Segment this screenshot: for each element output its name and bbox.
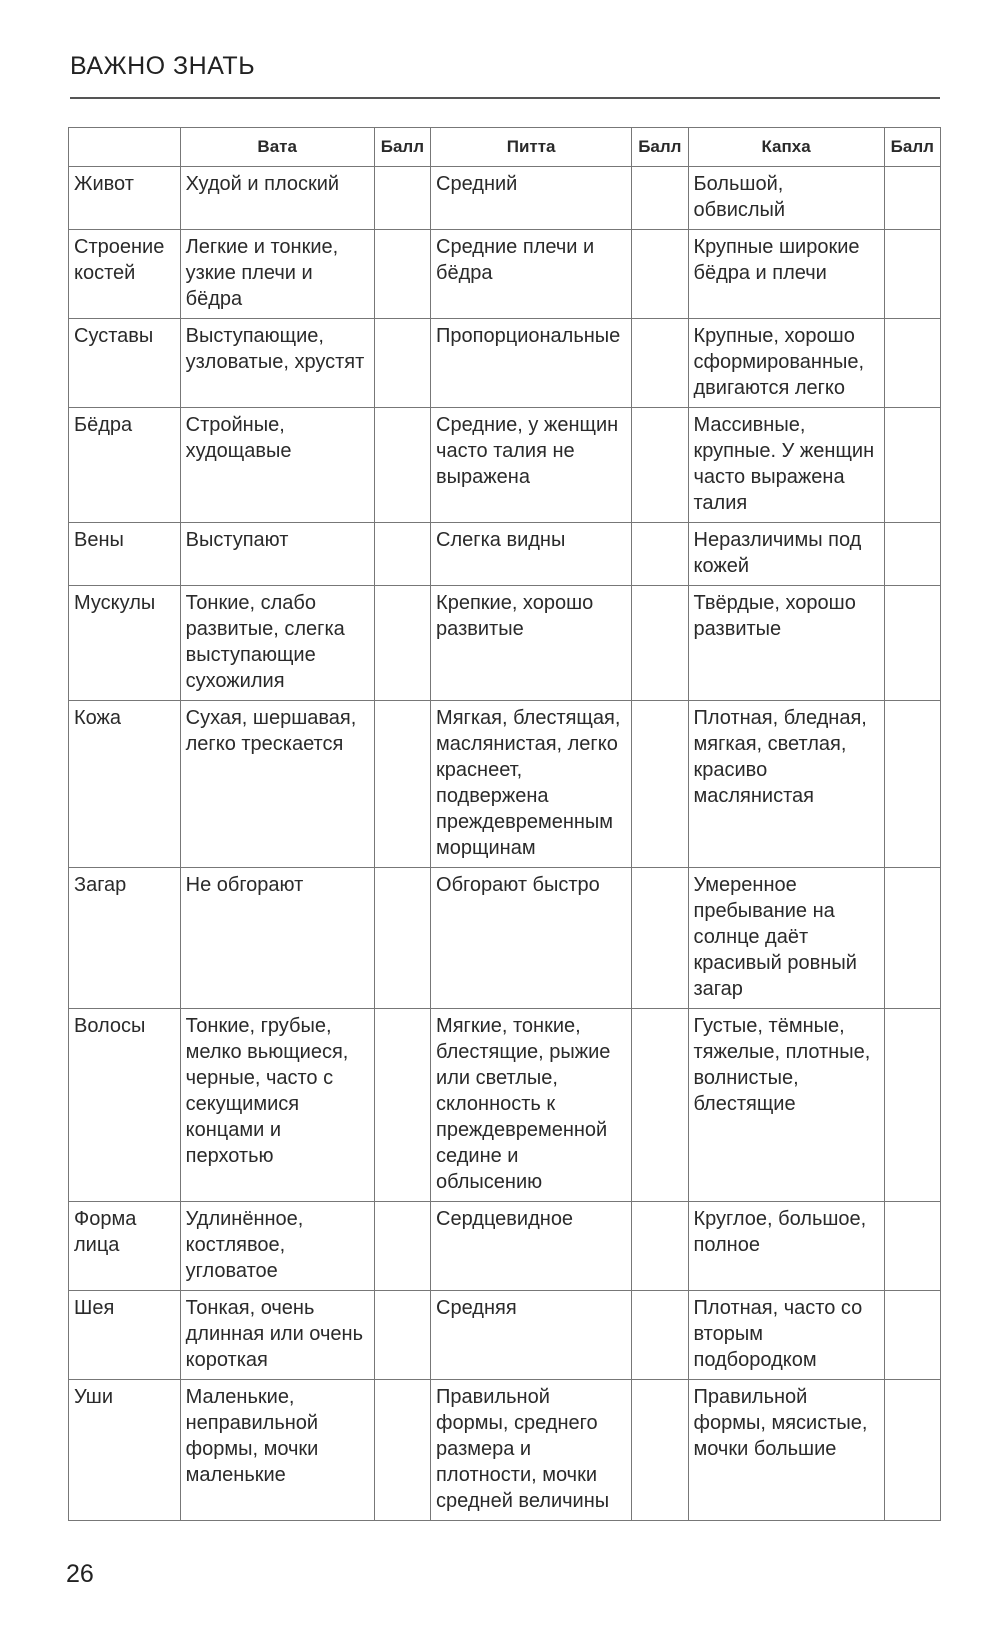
table-row bbox=[69, 1202, 941, 1291]
score-kapha-cell[interactable] bbox=[884, 523, 940, 586]
pitta-cell: Средний bbox=[431, 167, 632, 230]
kapha-cell: Умеренное пребывание на солнце даёт красивый ровный загар bbox=[688, 868, 884, 1009]
table-row bbox=[69, 230, 941, 319]
header-divider bbox=[70, 97, 940, 99]
row-label: Вены bbox=[69, 523, 181, 586]
vata-cell: Тонкая, очень длинная или очень короткая bbox=[180, 1291, 374, 1380]
pitta-cell: Средние, у женщин часто талия не выражена bbox=[431, 408, 632, 523]
vata-cell: Худой и плоский bbox=[180, 167, 374, 230]
score-vata-cell[interactable] bbox=[374, 701, 430, 868]
section-title: ВАЖНО ЗНАТЬ bbox=[70, 52, 256, 80]
table-row bbox=[69, 1291, 941, 1380]
row-label: Кожа bbox=[69, 701, 181, 868]
score-pitta-cell[interactable] bbox=[632, 868, 688, 1009]
kapha-cell: Крупные, хорошо сформированные, двигаются легко bbox=[688, 319, 884, 408]
vata-cell: Тонкие, грубые, мелко вьющиеся, черные, часто с секущимися концами и перхотью bbox=[180, 1009, 374, 1202]
pitta-cell: Средняя bbox=[431, 1291, 632, 1380]
vata-cell: Сухая, шершавая, легко трескается bbox=[180, 701, 374, 868]
score-pitta-cell[interactable] bbox=[632, 1009, 688, 1202]
score-pitta-cell[interactable] bbox=[632, 1202, 688, 1291]
pitta-cell: Правильной формы, среднего размера и плотности, мочки средней величины bbox=[431, 1380, 632, 1521]
header-pitta: Питта bbox=[431, 128, 632, 167]
dosha-table bbox=[68, 127, 941, 1521]
table-row bbox=[69, 1009, 941, 1202]
row-label: Строение костей bbox=[69, 230, 181, 319]
score-vata-cell[interactable] bbox=[374, 1009, 430, 1202]
header-score-kapha: Балл bbox=[884, 128, 940, 167]
score-vata-cell[interactable] bbox=[374, 230, 430, 319]
kapha-cell: Плотная, часто со вторым подбородком bbox=[688, 1291, 884, 1380]
pitta-cell: Мягкая, блестящая, маслянистая, легко краснеет, подвержена преждевременным морщинам bbox=[431, 701, 632, 868]
row-label: Уши bbox=[69, 1380, 181, 1521]
score-vata-cell[interactable] bbox=[374, 408, 430, 523]
kapha-cell: Плотная, бледная, мягкая, светлая, красиво маслянистая bbox=[688, 701, 884, 868]
score-pitta-cell[interactable] bbox=[632, 1291, 688, 1380]
score-pitta-cell[interactable] bbox=[632, 408, 688, 523]
score-kapha-cell[interactable] bbox=[884, 701, 940, 868]
row-label: Волосы bbox=[69, 1009, 181, 1202]
score-pitta-cell[interactable] bbox=[632, 1380, 688, 1521]
score-kapha-cell[interactable] bbox=[884, 1202, 940, 1291]
score-vata-cell[interactable] bbox=[374, 1380, 430, 1521]
row-label: Суставы bbox=[69, 319, 181, 408]
row-label: Бёдра bbox=[69, 408, 181, 523]
pitta-cell: Пропорциональные bbox=[431, 319, 632, 408]
score-kapha-cell[interactable] bbox=[884, 586, 940, 701]
kapha-cell: Твёрдые, хорошо развитые bbox=[688, 586, 884, 701]
header-vata: Вата bbox=[180, 128, 374, 167]
score-kapha-cell[interactable] bbox=[884, 1291, 940, 1380]
table-row bbox=[69, 523, 941, 586]
header-score-pitta: Балл bbox=[632, 128, 688, 167]
score-vata-cell[interactable] bbox=[374, 586, 430, 701]
kapha-cell: Густые, тёмные, тяжелые, плотные, волнистые, блестящие bbox=[688, 1009, 884, 1202]
row-label: Мускулы bbox=[69, 586, 181, 701]
page-number: 26 bbox=[66, 1560, 94, 1588]
score-vata-cell[interactable] bbox=[374, 523, 430, 586]
score-vata-cell[interactable] bbox=[374, 1291, 430, 1380]
header-score-vata: Балл bbox=[374, 128, 430, 167]
pitta-cell: Сердцевидное bbox=[431, 1202, 632, 1291]
pitta-cell: Слегка видны bbox=[431, 523, 632, 586]
table-row bbox=[69, 408, 941, 523]
score-kapha-cell[interactable] bbox=[884, 167, 940, 230]
score-kapha-cell[interactable] bbox=[884, 1380, 940, 1521]
pitta-cell: Обгорают быстро bbox=[431, 868, 632, 1009]
header-empty bbox=[69, 128, 181, 167]
table-row bbox=[69, 701, 941, 868]
kapha-cell: Крупные широкие бёдра и плечи bbox=[688, 230, 884, 319]
kapha-cell: Неразличимы под кожей bbox=[688, 523, 884, 586]
score-kapha-cell[interactable] bbox=[884, 1009, 940, 1202]
vata-cell: Не обгорают bbox=[180, 868, 374, 1009]
table-row bbox=[69, 868, 941, 1009]
table-header-row bbox=[69, 128, 941, 167]
score-kapha-cell[interactable] bbox=[884, 319, 940, 408]
table-row bbox=[69, 319, 941, 408]
score-vata-cell[interactable] bbox=[374, 868, 430, 1009]
vata-cell: Стройные, худощавые bbox=[180, 408, 374, 523]
vata-cell: Легкие и тонкие, узкие плечи и бёдра bbox=[180, 230, 374, 319]
table-row bbox=[69, 167, 941, 230]
kapha-cell: Большой, обвислый bbox=[688, 167, 884, 230]
row-label: Живот bbox=[69, 167, 181, 230]
vata-cell: Тонкие, слабо развитые, слегка выступающие сухожилия bbox=[180, 586, 374, 701]
score-pitta-cell[interactable] bbox=[632, 319, 688, 408]
score-kapha-cell[interactable] bbox=[884, 230, 940, 319]
score-kapha-cell[interactable] bbox=[884, 868, 940, 1009]
header-kapha: Капха bbox=[688, 128, 884, 167]
score-pitta-cell[interactable] bbox=[632, 586, 688, 701]
table-row bbox=[69, 586, 941, 701]
row-label: Шея bbox=[69, 1291, 181, 1380]
score-pitta-cell[interactable] bbox=[632, 230, 688, 319]
pitta-cell: Крепкие, хорошо развитые bbox=[431, 586, 632, 701]
score-vata-cell[interactable] bbox=[374, 167, 430, 230]
score-pitta-cell[interactable] bbox=[632, 523, 688, 586]
vata-cell: Маленькие, неправильной формы, мочки маленькие bbox=[180, 1380, 374, 1521]
kapha-cell: Массивные, крупные. У женщин часто выражена талия bbox=[688, 408, 884, 523]
kapha-cell: Круглое, большое, полное bbox=[688, 1202, 884, 1291]
score-pitta-cell[interactable] bbox=[632, 701, 688, 868]
vata-cell: Выступают bbox=[180, 523, 374, 586]
score-pitta-cell[interactable] bbox=[632, 167, 688, 230]
vata-cell: Выступающие, узловатые, хрустят bbox=[180, 319, 374, 408]
table-row bbox=[69, 1380, 941, 1521]
score-kapha-cell[interactable] bbox=[884, 408, 940, 523]
pitta-cell: Средние плечи и бёдра bbox=[431, 230, 632, 319]
kapha-cell: Правильной формы, мясистые, мочки большие bbox=[688, 1380, 884, 1521]
vata-cell: Удлинённое, костлявое, угловатое bbox=[180, 1202, 374, 1291]
score-vata-cell[interactable] bbox=[374, 1202, 430, 1291]
score-vata-cell[interactable] bbox=[374, 319, 430, 408]
row-label: Загар bbox=[69, 868, 181, 1009]
pitta-cell: Мягкие, тонкие, блестящие, рыжие или светлые, склонность к преждевременной седине и облысению bbox=[431, 1009, 632, 1202]
row-label: Форма лица bbox=[69, 1202, 181, 1291]
